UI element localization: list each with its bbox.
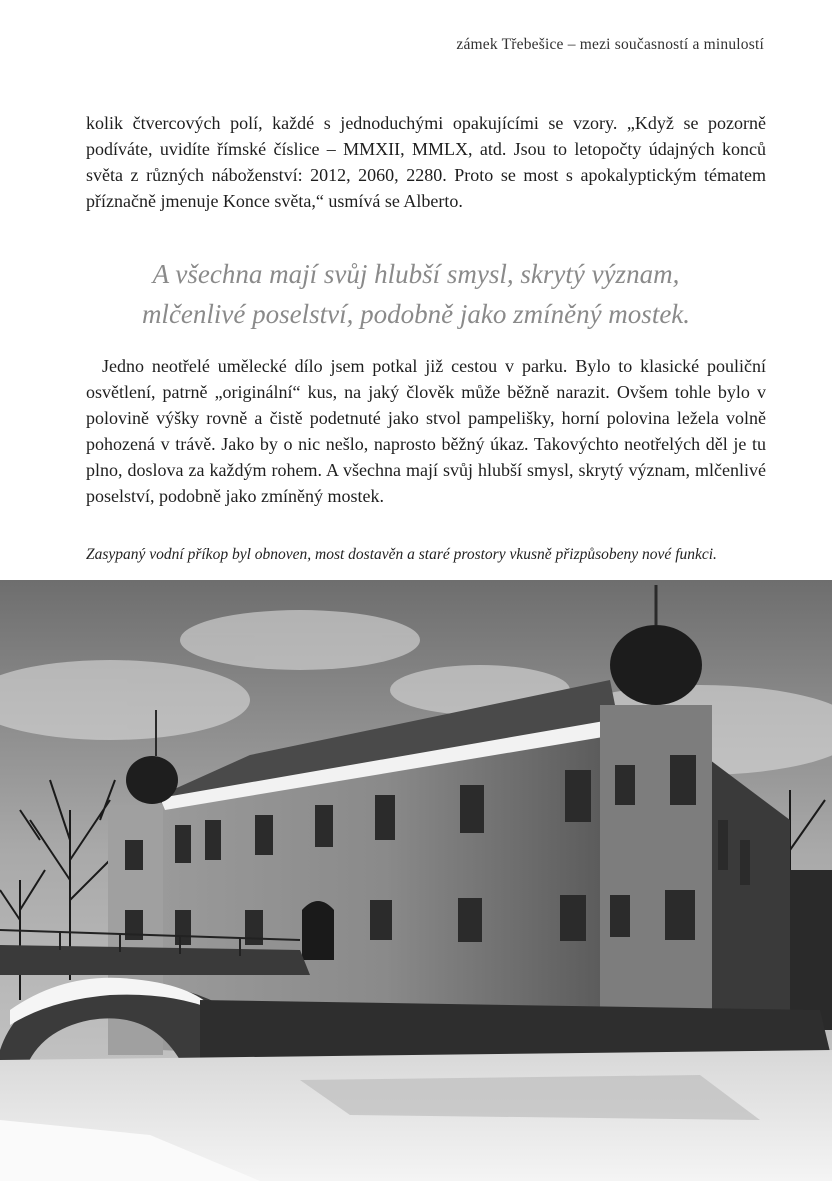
running-header: zámek Třebešice – mezi současností a minulostí: [456, 36, 764, 53]
castle-door: [302, 901, 334, 960]
castle-photo: [0, 580, 832, 1181]
photo-caption: Zasypaný vodní příkop byl obnoven, most dostavěn a staré prostory vkusně přizpůsobeny nové funkci.: [86, 546, 717, 563]
footbridge: [0, 945, 310, 975]
left-tower-dome: [126, 756, 178, 804]
right-tower-dome: [610, 625, 702, 705]
body-paragraph-2: [86, 353, 766, 509]
pull-quote: [0, 254, 832, 334]
pull-quote-line-2: mlčenlivé poselství, podobně jako zmíněný mostek.: [141, 299, 691, 329]
pull-quote-line-1: A všechna mají svůj hlubší smysl, skrytý význam,: [152, 259, 680, 289]
ice-shadows: [300, 1075, 760, 1120]
body-paragraph-1: kolik čtvercových polí, každé s jednoduchými opakujícími se vzory. „Když se pozorně podíváte, uvidíte římské číslice – MMXII, MMLX, atd. Jsou to letopočty údajných konců světa z různých náboženství: 2012, 2060, 2280. Proto se most s apokalyptickým tématem příznačně jmenuje Konce světa,“ usmívá se Alberto.: [86, 113, 766, 211]
body-paragraph-2-text: Jedno neotřelé umělecké dílo jsem potkal již cestou v parku. Bylo to klasické pouliční osvětlení, patrně „originální“ kus, na jaký člověk může běžně narazit. Ovšem tohle bylo v polovině výšky rovně a čistě podetnuté jako stvol pampelišky, horní polovina ležela volně pohozená v trávě. Jako by o nic nešlo, naprosto běžný úkaz. Takovýchto neotřelých děl je tu plno, doslova za každým rohem. A všechna mají svůj hlubší smysl, skrytý význam, mlčenlivé poselství, podobně jako zmíněný mostek.: [86, 356, 766, 506]
moat-wall: [200, 1000, 832, 1060]
